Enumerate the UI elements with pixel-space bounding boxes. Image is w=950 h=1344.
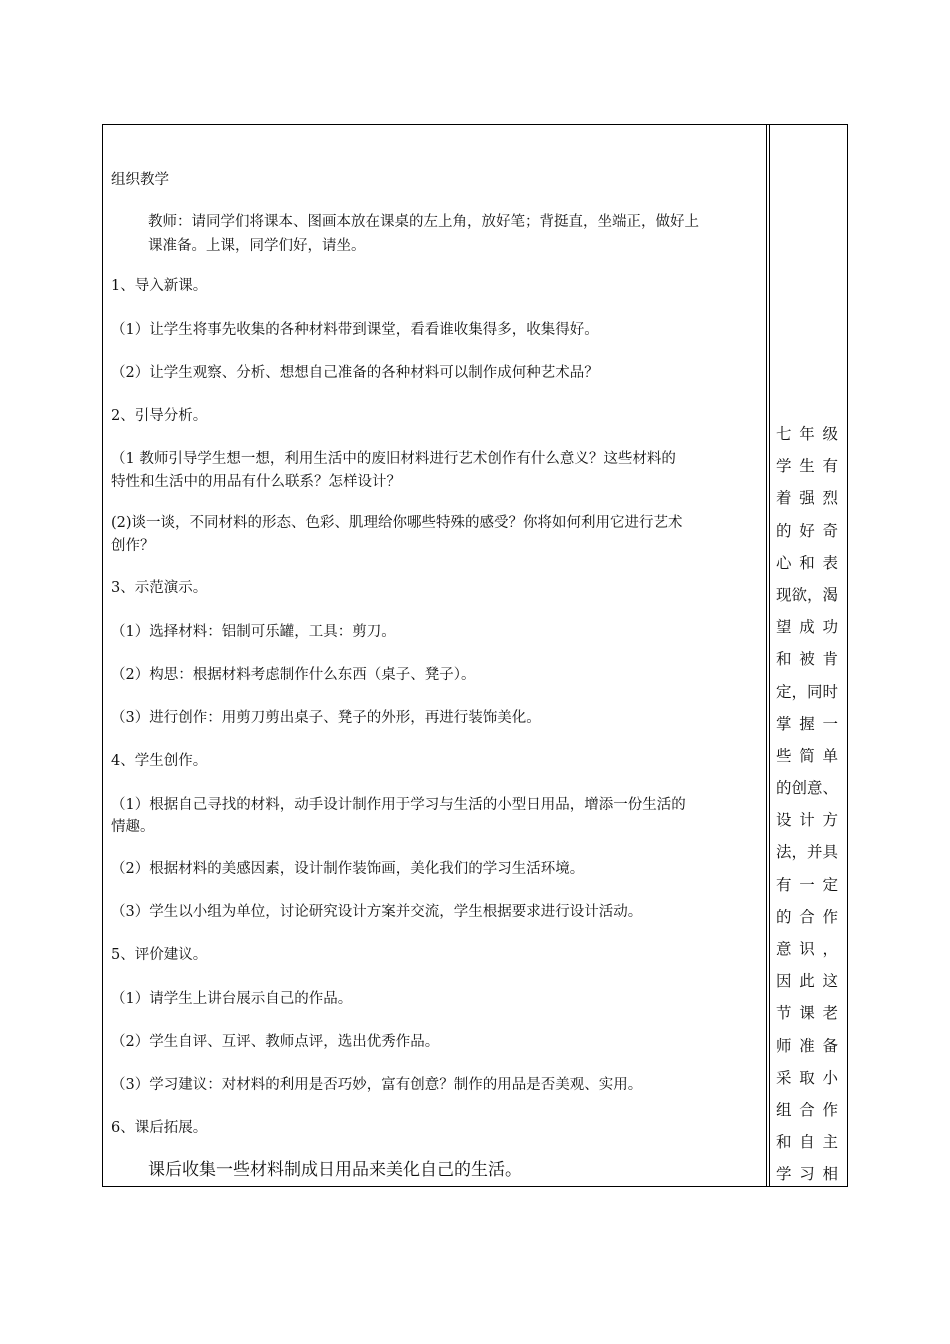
rationale-line: 师准备 — [776, 1036, 838, 1055]
rationale-line: 法，并具 — [776, 843, 839, 862]
rationale-line: 现欲，渴 — [776, 585, 839, 604]
section-1-title: 1、导入新课。 — [111, 278, 208, 294]
rationale-line: 节课老 — [776, 1004, 838, 1023]
rationale-line: 因此这 — [776, 972, 838, 991]
teacher-intro-line2: 课准备。上课，同学们好，请坐。 — [148, 238, 366, 254]
section-3-item-2: （2）构思：根据材料考虑制作什么东西（桌子、凳子）。 — [111, 667, 476, 683]
section-4-item-3: （3）学生以小组为单位，讨论研究设计方案并交流，学生根据要求进行设计活动。 — [111, 904, 643, 920]
rationale-line: 学生有 — [776, 457, 838, 476]
section-4-title: 4、学生创作。 — [111, 753, 208, 769]
rationale-line: 组合作 — [776, 1100, 838, 1119]
rationale-line: 设计方 — [776, 811, 838, 830]
rationale-line: 着强烈 — [776, 489, 838, 508]
heading: 组织教学 — [111, 172, 169, 188]
section-2-item-1-line2: 特性和生活中的用品有什么联系？怎样设计？ — [111, 474, 401, 490]
section-2-title: 2、引导分析。 — [111, 408, 208, 424]
section-6-text: 课后收集一些材料制成日用品来美化自己的生活。 — [148, 1160, 522, 1180]
rationale-line: 和自主 — [776, 1133, 838, 1152]
rationale-line: 定，同时 — [776, 682, 839, 701]
rationale-line: 些简单 — [776, 746, 838, 765]
section-1-item-1: （1）让学生将事先收集的各种材料带到课堂，看看谁收集得多，收集得好。 — [111, 322, 599, 338]
section-5-title: 5、评价建议。 — [111, 947, 208, 963]
rationale-line: 有一定 — [776, 875, 838, 894]
cell-divider — [769, 125, 770, 1186]
rationale-line: 望成功 — [776, 618, 838, 637]
section-5-item-2: （2）学生自评、互评、教师点评，选出优秀作品。 — [111, 1034, 440, 1050]
section-3-item-3: （3）进行创作：用剪刀剪出桌子、凳子的外形，再进行装饰美化。 — [111, 710, 541, 726]
rationale-line: 的创意、 — [776, 779, 839, 798]
section-4-item-2: （2）根据材料的美感因素，设计制作装饰画，美化我们的学习生活环境。 — [111, 861, 585, 877]
rationale-line: 的好奇 — [776, 521, 838, 540]
rationale-line: 七年级 — [776, 425, 838, 443]
rationale-line: 学习相 — [776, 1165, 838, 1184]
section-5-item-3: （3）学习建议：对材料的利用是否巧妙，富有创意？制作的用品是否美观、实用。 — [111, 1077, 643, 1093]
design-rationale-column — [776, 418, 838, 1191]
rationale-line: 采取小 — [776, 1068, 838, 1087]
section-4-item-1-line2: 情趣。 — [111, 819, 155, 835]
section-3-item-1: （1）选择材料：铝制可乐罐，工具：剪刀。 — [111, 624, 396, 640]
section-2-item-1-line1: （1 教师引导学生想一想，利用生活中的废旧材料进行艺术创作有什么意义？这些材料的 — [111, 451, 676, 467]
section-2-item-2-line2: 创作？ — [111, 538, 155, 554]
section-1-item-2: （2）让学生观察、分析、想想自己准备的各种材料可以制作成何种艺术品？ — [111, 365, 599, 381]
rationale-line: 的合作 — [776, 907, 838, 926]
section-2-item-2-line1: (2)谈一谈，不同材料的形态、色彩、肌理给你哪些特殊的感受？你将如何利用它进行艺术 — [111, 515, 683, 531]
section-4-item-1-line1: （1）根据自己寻找的材料，动手设计制作用于学习与生活的小型日用品，增添一份生活的 — [111, 797, 686, 813]
rationale-line: 掌握一 — [776, 714, 838, 733]
rationale-line: 意识， — [776, 940, 838, 958]
section-6-title: 6、课后拓展。 — [111, 1120, 208, 1136]
section-3-title: 3、示范演示。 — [111, 580, 208, 596]
rationale-line: 和被肯 — [776, 650, 838, 669]
teacher-intro-line1: 教师：请同学们将课本、图画本放在课桌的左上角，放好笔；背挺直，坐端正，做好上 — [148, 214, 699, 230]
rationale-line: 心和表 — [776, 553, 838, 572]
section-5-item-1: （1）请学生上讲台展示自己的作品。 — [111, 991, 353, 1007]
